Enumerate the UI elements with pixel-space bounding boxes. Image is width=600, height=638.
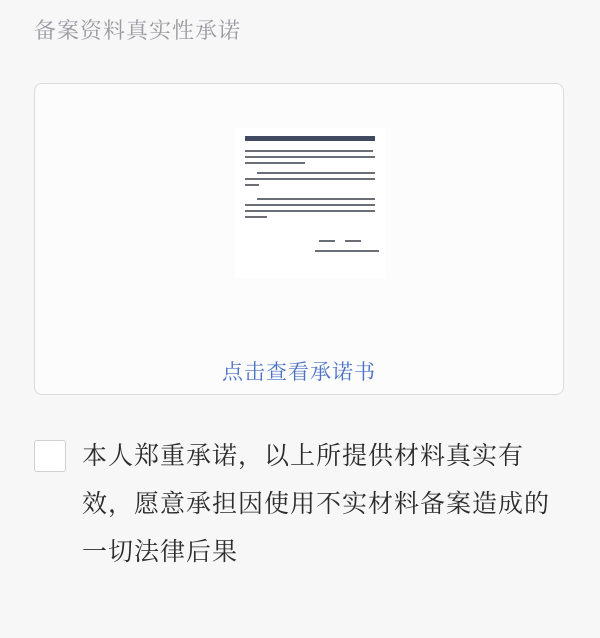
section-title: 备案资料真实性承诺 <box>34 19 242 44</box>
commitment-letter-card[interactable] <box>34 83 564 395</box>
document-preview-icon <box>235 128 385 278</box>
pledge-text: 本人郑重承诺，以上所提供材料真实有效，愿意承担因使用不实材料备案造成的一切法律后果 <box>82 441 551 566</box>
view-commitment-letter-link[interactable]: 点击查看承诺书 <box>222 360 376 384</box>
pledge-agreement <box>34 432 574 576</box>
pledge-checkbox[interactable] <box>34 440 66 472</box>
